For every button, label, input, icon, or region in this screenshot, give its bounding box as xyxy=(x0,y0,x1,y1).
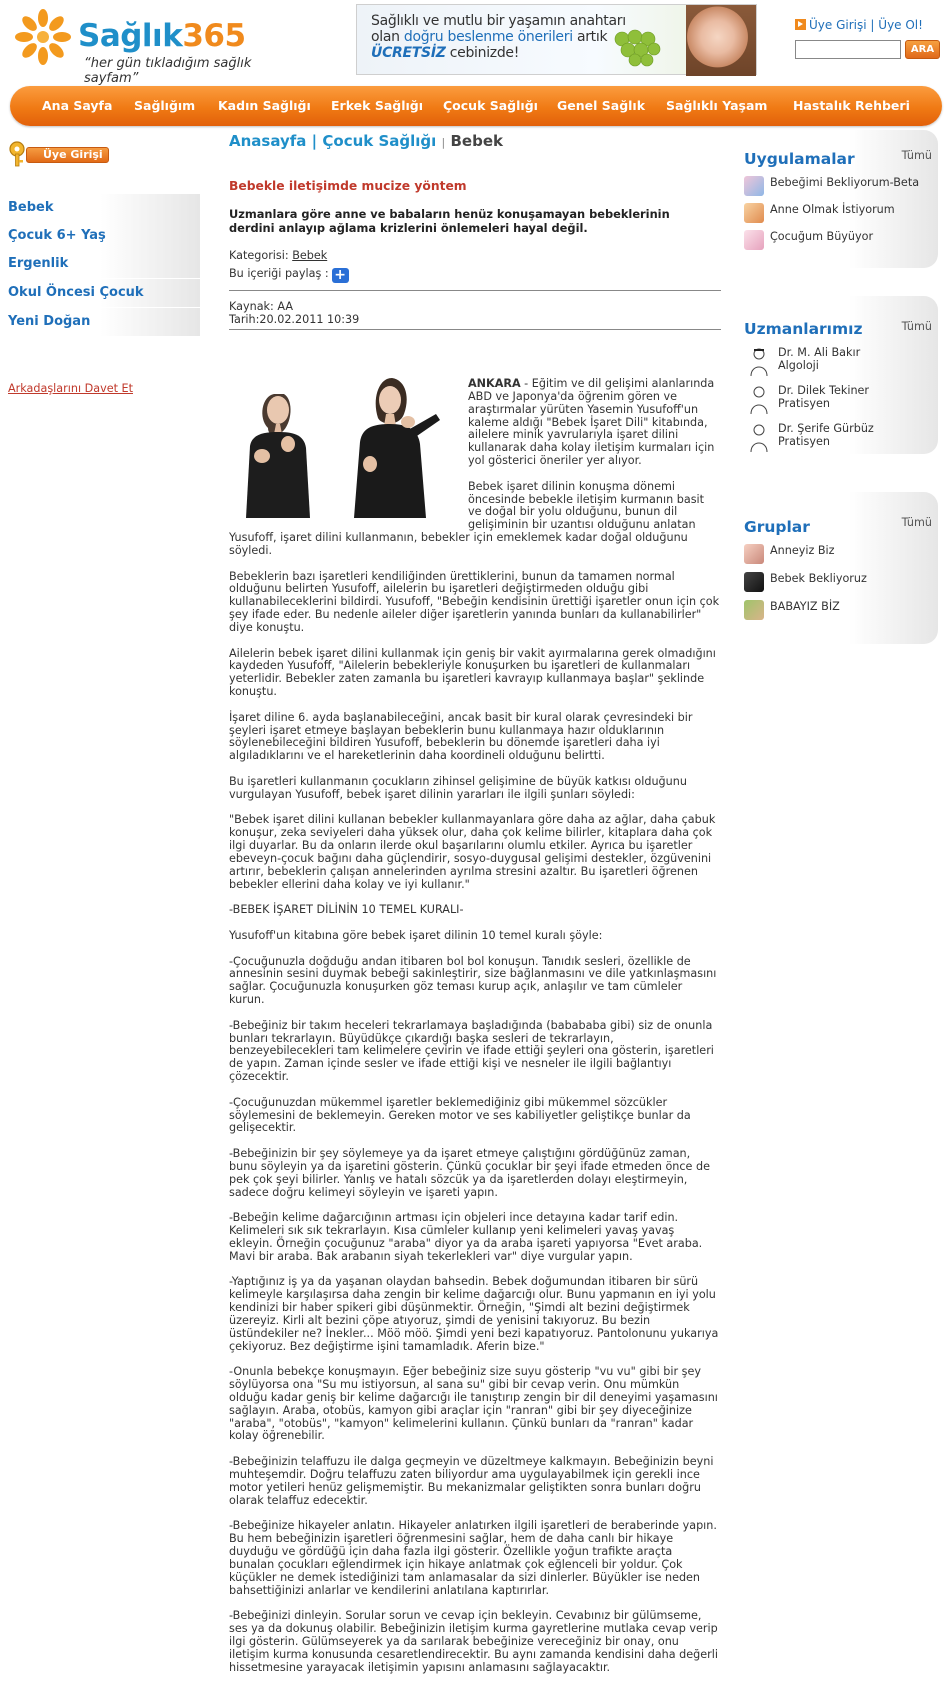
article-paragraph: ANKARA - Eğitim ve dil gelişimi alanlarında ABD ve Japonya'da öğrenim gören ve araştırmalar yürüten Yasemin Yusufoff'un kaleme aldığı "Bebek İşaret Dili" kitabında, ailelere minik yavrularıyla işaret dilini kullanarak daha kolay iletişim kurmaları için yol gösterici öneriler yer alıyor. xyxy=(468,377,715,468)
article-paragraph: -Bebeğinizin telaffuzu ile dalga geçmeyin ve düzeltmeye kalkmayın. Bebeğinizin beyni muhteşemdir. Doğru telaffuzu zaten biliyordur ama uygulayabilmek için gerekli ince motor yetileri henüz gelişmemiştir. Bu mekanizmalar geliştikten sonra bunları doğru olarak telaffuz edecektir. xyxy=(229,1455,714,1507)
article-paragraph: -Çocuğunuzla doğduğu andan itibaren bol bol konuşun. Tanıdık sesleri, özellikle de annesinin sesini duymak bebeği sakinleştirir, size bağlanmasını ve dile yatkınlaşmasını sağlar. Çocuğunuzla konuşurken göz teması kurup açık, anlaşılır ve tam cümleler kurun. xyxy=(229,954,717,1007)
main-nav xyxy=(10,86,942,126)
category-row: Kategorisi: Bebek xyxy=(229,249,328,262)
experts-title: Uzmanlarımız xyxy=(744,320,863,338)
category-link[interactable]: Bebek xyxy=(292,249,328,262)
apps-all-link[interactable]: Tümü xyxy=(901,149,932,162)
category-cocuk-6-yas[interactable]: Çocuk 6+ Yaş xyxy=(0,222,200,250)
share-row: Bu içeriği paylaş : + xyxy=(229,267,349,283)
article-title: Bebekle iletişimde mucize yöntem xyxy=(229,179,467,193)
groups-all-link[interactable]: Tümü xyxy=(901,516,932,529)
category-ergenlik[interactable]: Ergenlik xyxy=(0,250,200,278)
logo-text: Sağlık365 xyxy=(78,18,246,54)
doctor-sketch-icon xyxy=(748,384,770,414)
article-paragraph: -Yaptığınız iş ya da yaşanan olaydan bahsedin. Bebek doğumundan itibaren bir sürü kelimeyle karşılaşırsa daha zengin bir kelime dağarcığı olur. Bunu yapmanın en iyi yolu kendinizi bir haber spikeri gibi düşünmektir. Örneğin, "Şimdi alt bezini değiştirmek üzereyiz. Kirli alt bezini çöpe atıyoruz, şimdi de yenisini takıyoruz. Bu bezin üstündekiler ne? İnekler... Möö möö. Şimdi yeni bezi kapatıyoruz. Pantolonunu yukarıya çekiyoruz. Bez değiştirme işini tamamladık. Aferin bize." xyxy=(229,1275,719,1353)
divider xyxy=(229,329,721,330)
expert-item[interactable]: Dr. Şerife Gürbüz Pratisyen xyxy=(744,422,924,452)
nav-sagligim[interactable]: Sağlığım xyxy=(134,98,196,113)
group-icon xyxy=(744,544,764,564)
sun-logo-icon xyxy=(14,8,72,66)
breadcrumb-current: Bebek xyxy=(450,132,503,150)
login-link[interactable]: Üye Girişi xyxy=(809,18,867,32)
app-icon xyxy=(744,203,764,223)
member-login-button[interactable]: Üye Girişi xyxy=(8,140,102,168)
breadcrumb-home[interactable]: Anasayfa xyxy=(229,132,307,150)
category-yeni-dogan[interactable]: Yeni Doğan xyxy=(0,308,200,336)
article-paragraph: -Çocuğunuzdan mükemmel işaretler beklemediğiniz gibi mükemmel sözcükler söylemesini de beklemeyin. Gereken motor ve ses kabiliyetler geliştikçe bunlar da gelişecektir. xyxy=(229,1095,691,1135)
article-source: Kaynak: AA xyxy=(229,300,293,313)
arrow-icon xyxy=(795,19,806,30)
article-paragraph: Ailelerin bebek işaret dilini kullanmak için geniş bir vakit ayırmalarına gerek olmadığını kaydeden Yusufoff, "Ailelerin bebekleriyle konuşurken bu işaretleri de kullanmaları yeterlidir. Bebekler zaten zamanla bu işaretleri kavrayıp kullanmaya başlar" şeklinde konuştu. xyxy=(229,646,716,699)
article-paragraph: -Bebeğinizin bir şey söylemeye ya da işaret etmeye çalıştığını gördüğünüz zaman, bunu söyleyin ya da işaretini gösterin. Çünkü çocuklar bir şeyi ifade etmeden önce de pek çok şeyi bilirler. Yanlış ve hatalı sözcük ya da işaretlerden dolayı eleştirmeyin, sadece doğru kelimeyi söyleyin ve işareti yapın. xyxy=(229,1147,710,1199)
group-icon xyxy=(744,600,764,620)
experts-all-link[interactable]: Tümü xyxy=(901,320,932,333)
article-paragraph: Bebeklerin bazı işaretleri kendiliğinden ürettiklerini, bunun da tamamen normal olduğunu belirten Yusufoff, ailelerin bu işaretleri değiştirmeden olduğu gibi kullanabileceklerini bildirdi. Yusufoff, "Bebeğin kendisinin ürettiği işaretler onun için çok şey ifade eder. Bu nedenle aileler diğer işaretlerin yanında bunları da kullanabilirler" diye konuştu. xyxy=(229,569,720,634)
breadcrumb-section[interactable]: Çocuk Sağlığı xyxy=(322,132,437,150)
nav-kadin-sagligi[interactable]: Kadın Sağlığı xyxy=(218,98,311,113)
nav-saglikli-yasam[interactable]: Sağlıklı Yaşam xyxy=(666,98,768,113)
register-link[interactable]: Üye Ol! xyxy=(878,18,923,32)
article-lead: Uzmanlara göre anne ve babaların henüz konuşamayan bebeklerinin derdini anlayıp ağlama krizlerini önlemeleri hayal değil. xyxy=(229,207,670,235)
apps-title: Uygulamalar xyxy=(744,150,855,168)
article-paragraph: -BEBEK İŞARET DİLİNİN 10 TEMEL KURALI- xyxy=(229,903,464,917)
nav-cocuk-sagligi[interactable]: Çocuk Sağlığı xyxy=(443,98,538,113)
category-bebek[interactable]: Bebek xyxy=(0,194,200,222)
grapes-image xyxy=(607,19,687,69)
article-paragraph: "Bebek işaret dilini kullanan bebekler kullanmayanlara göre daha az ağlar, daha çabuk konuşur, zeka seviyeleri daha yüksek olur, daha çok kelime bilirler, kitaplara daha çok ilgi duyarlar. Bu da onların ilerde okul başarılarını olumlu etkiler. Ayrıca bu işaretler ebeveyn-çocuk bağını daha güçlendirir, sosyo-duygusal gelişimi destekler, özgüvenini artırır, bebeklerin çalışan annelerinden ayrılma stresini azaltır. Bu işaretleri öğrenen bebekler ellerini daha kolay ve iyi kullanır." xyxy=(229,813,716,891)
app-icon xyxy=(744,176,764,196)
article-paragraph: -Bebeğinize hikayeler anlatın. Hikayeler anlatırken ilgili işaretleri de beraberinde yapın. Bu hem bebeğinizin işaretleri öğrenmesini sağlar, hem de daha canlı bir hikaye duyduğu ve gördüğü için daha fazla ilgi gösterir. Özellikle yoğun trafikte araçta bunalan çocukları eğlendirmek için hikaye anlatmak çok eğlenceli bir yoldur. Çok küçükler ne demek istediğinizi tam anlamasalar da sizi dinlerler. Büyükler ise neden bahsettiğinizi anlarlar ve kendilerini anlatılana kaptırırlar. xyxy=(229,1519,717,1597)
share-plus-icon[interactable]: + xyxy=(332,268,349,283)
article-paragraph: İşaret diline 6. ayda başlanabileceğini, ancak basit bir kural olarak çevresindeki bir şeyleri işaret etmeye başlayan bebeklerin bunu kullanmaya hazır olduklarının söylenebileceğini bildiren Yusufoff, bebeklerin bu dönemde işaretleri daha iyi algıladıklarını ve el hareketlerinin daha koordineli olduğunu belirtti. xyxy=(229,710,693,763)
article-paragraph: -Bebeğiniz bir takım heceleri tekrarlamaya başladığında (babababa gibi) siz de onunla bunları tekrarlayın. Büyüdükçe çıkardığı başka sesleri de tekrarlayın, benzeyebilecekleri tam kelimelere çevirin ve ifade ettiği şeyleri ona gösterin, işaretleri de yapın. Zaman içinde sesler ve ifade ettiği kişi ve nesneler ile ilgili bağlantıyı çözecektir. xyxy=(229,1018,714,1084)
groups-title: Gruplar xyxy=(744,518,810,536)
user-links: Üye Girişi | Üye Ol! xyxy=(795,18,923,32)
article-paragraph: Bu işaretleri kullanmanın çocukların zihinsel gelişimine de büyük katkısı olduğunu vurgulayan Yusufoff, bebek işaret dilinin yararları ile ilgili şunları söyledi: xyxy=(229,774,687,801)
article-paragraph: -Bebeğinizi dinleyin. Sorular sorun ve cevap için bekleyin. Cevabınız bir gülümseme, ses ya da dokunuş olabilir. Bebeğinizin iletişim kurma gayretlerine mutlaka cevap verip ilgi gösterin. Gülümseyerek ya da sarılarak bebeğinize vereceğiniz bir onay, onu iletişim kurma konusunda cesaretlendirecektir. Bu aynı zamanda kendisini daha değerli hissetmesine yarayacak iletişimin yapısını anlamasını sağlayacaktır. xyxy=(229,1609,718,1674)
breadcrumb: Anasayfa | Çocuk Sağlığı | Bebek xyxy=(229,132,503,150)
invite-friends-link[interactable]: Arkadaşlarını Davet Et xyxy=(8,382,133,395)
app-icon xyxy=(744,230,764,250)
article-date: Tarih:20.02.2011 10:39 xyxy=(229,313,360,326)
doctor-sketch-icon xyxy=(748,346,770,376)
category-okul-oncesi[interactable]: Okul Öncesi Çocuk xyxy=(0,279,200,307)
nav-hastalik-rehberi[interactable]: Hastalık Rehberi xyxy=(793,98,910,113)
nav-genel-saglik[interactable]: Genel Sağlık xyxy=(557,98,646,113)
groups-box: Gruplar Tümü Anneyiz Biz Bebek Bekliyoruz BABAYIZ BİZ xyxy=(740,492,938,644)
key-icon xyxy=(8,140,34,168)
search-button[interactable]: ARA xyxy=(905,40,940,59)
apps-box: Uygulamalar Tümü Bebeğimi Bekliyorum-Beta Anne Olmak İstiyorum Çocuğum Büyüyor xyxy=(740,130,938,268)
article-paragraph: Yusufoff'un kitabına göre bebek işaret dilinin 10 temel kuralı şöyle: xyxy=(229,928,603,942)
banner-text: Sağlıklı ve mutlu bir yaşamın anahtarı olan doğru beslenme önerileri artık ÜCRETSİZ cebinizde! xyxy=(371,13,626,61)
divider xyxy=(229,290,721,291)
article-paragraph: -Bebeğin kelime dağarcığının artması için objeleri ince detayına kadar tarif edin. Kelimeleri sık sık tekrarlayın. Kısa cümleler kullanıp yeni kelimeleri yavaş yavaş ekleyin. Örneğin çocuğunuz "araba" diyor ya da araba işareti yapıyorsa "Evet araba. Mavi bir araba. Bak arabanın siyah tekerlekleri var" diye vurgular yapın. xyxy=(229,1211,703,1263)
site-logo[interactable] xyxy=(14,8,294,86)
expert-item[interactable]: Dr. M. Ali Bakır Algoloji xyxy=(744,346,924,376)
search-input[interactable] xyxy=(795,40,901,59)
slogan: “her gün tıkladığım sağlık sayfam” xyxy=(84,56,252,86)
doctor-sketch-icon xyxy=(748,422,770,452)
experts-box xyxy=(740,296,938,454)
article-body xyxy=(229,378,721,1687)
ad-banner[interactable] xyxy=(356,4,757,75)
expert-item[interactable]: Dr. Dilek Tekiner Pratisyen xyxy=(744,384,924,414)
woman-image xyxy=(686,5,756,76)
article-meta xyxy=(229,300,359,326)
group-icon xyxy=(744,572,764,592)
article-paragraph: Bebek işaret dilinin konuşma dönemi öncesinde bebekle iletişim kurmanın basit ve doğal bir yolu olduğunu, bunun dil gelişiminin bir uzantısı olduğunu anlatan Yusufoff, işaret dilini kullanmanın, bebekler için emeklemek kadar doğal olduğunu söyledi. xyxy=(229,479,705,557)
nav-erkek-sagligi[interactable]: Erkek Sağlığı xyxy=(331,98,424,113)
nav-ana-sayfa[interactable]: Ana Sayfa xyxy=(42,98,113,113)
sign-language-photo xyxy=(232,366,458,518)
article-paragraph: -Onunla bebekçe konuşmayın. Eğer bebeğiniz size suyu gösterip "vu vu" gibi bir şey söylüyorsa ona "Su mu istiyorsun, al sana su" gibi bir cevap verin. Onu mümkün olduğu kadar geniş bir kelime dağarcığı ile tanıştırıp zengin bir dil deneyimi yaşamasını sağlayın. Araba, otobüs, kamyon gibi araçlar için "ranran" gibi bir şey diyeceğinize "araba", "otobüs", "kamyon" kelimelerini kullanın. Çünkü bunları da "ranran" kadar kolay öğrenebilir. xyxy=(229,1365,718,1443)
